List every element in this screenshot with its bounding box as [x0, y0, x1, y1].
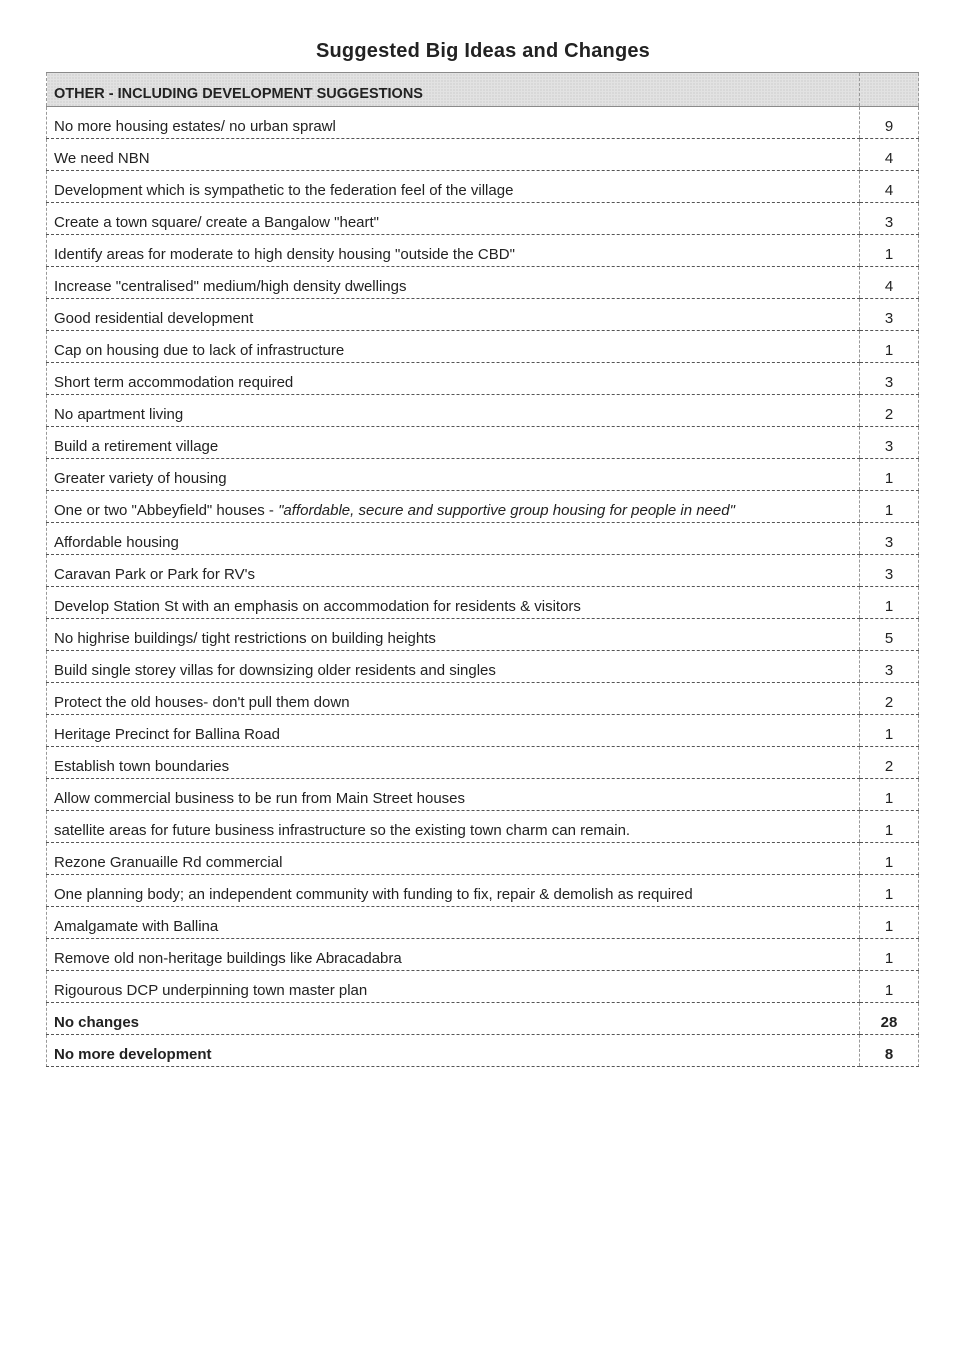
table-header-row — [47, 73, 919, 107]
suggestion-cell — [47, 555, 860, 587]
count-cell: 3 — [860, 299, 919, 331]
count-cell: 1 — [860, 907, 919, 939]
table-row — [47, 363, 919, 395]
suggestion-text: We need NBN — [54, 150, 150, 167]
table-row — [47, 555, 919, 587]
suggestion-text: Amalgamate with Ballina — [54, 918, 219, 935]
count-cell: 28 — [860, 1003, 919, 1035]
suggestion-cell — [47, 491, 860, 523]
suggestion-cell — [47, 1003, 860, 1035]
suggestion-text: One planning body; an independent community with funding to fix, repair & demolish as required — [54, 886, 693, 903]
suggestion-text: Heritage Precinct for Ballina Road — [54, 726, 280, 743]
suggestion-text: Build single storey villas for downsizing older residents and singles — [54, 662, 496, 679]
header-count-cell — [860, 73, 919, 107]
suggestion-cell — [47, 619, 860, 651]
table-row — [47, 491, 919, 523]
suggestion-cell — [47, 811, 860, 843]
suggestion-text: No changes — [54, 1014, 140, 1031]
count-cell: 8 — [860, 1035, 919, 1067]
suggestion-text: Affordable housing — [54, 534, 179, 551]
suggestion-cell — [47, 235, 860, 267]
count-cell: 2 — [860, 747, 919, 779]
table-row — [47, 171, 919, 203]
table-row — [47, 619, 919, 651]
section-heading: OTHER - INCLUDING DEVELOPMENT SUGGESTIONS — [47, 73, 860, 107]
table-row — [47, 683, 919, 715]
table-row — [47, 139, 919, 171]
table-row — [47, 651, 919, 683]
count-cell: 1 — [860, 491, 919, 523]
count-cell: 1 — [860, 779, 919, 811]
suggestion-text: Cap on housing due to lack of infrastructure — [54, 342, 345, 359]
table-row — [47, 523, 919, 555]
suggestion-cell — [47, 427, 860, 459]
suggestion-cell — [47, 651, 860, 683]
suggestion-cell — [47, 171, 860, 203]
suggestion-cell — [47, 523, 860, 555]
table-row — [47, 203, 919, 235]
count-cell: 3 — [860, 651, 919, 683]
suggestion-cell — [47, 971, 860, 1003]
count-cell: 1 — [860, 331, 919, 363]
table-row — [47, 267, 919, 299]
table-row — [47, 939, 919, 971]
suggestion-text: Rigourous DCP underpinning town master plan — [54, 982, 368, 999]
count-cell: 3 — [860, 203, 919, 235]
suggestion-cell — [47, 299, 860, 331]
suggestion-text: No apartment living — [54, 406, 184, 423]
table-row — [47, 299, 919, 331]
table-row — [47, 331, 919, 363]
table-row — [47, 587, 919, 619]
suggestion-text: Short term accommodation required — [54, 374, 294, 391]
table-row — [47, 427, 919, 459]
suggestion-cell — [47, 395, 860, 427]
suggestion-text: Protect the old houses- don't pull them down — [54, 694, 350, 711]
count-cell: 3 — [860, 427, 919, 459]
count-cell: 1 — [860, 587, 919, 619]
suggestion-cell — [47, 139, 860, 171]
count-cell: 3 — [860, 523, 919, 555]
suggestion-text: Identify areas for moderate to high density housing "outside the CBD" — [54, 246, 515, 263]
table-row — [47, 107, 919, 139]
table-row — [47, 875, 919, 907]
table-row — [47, 1003, 919, 1035]
suggestion-cell — [47, 843, 860, 875]
suggestion-text: Create a town square/ create a Bangalow "heart" — [54, 214, 380, 231]
suggestion-cell — [47, 459, 860, 491]
suggestion-cell — [47, 779, 860, 811]
count-cell: 2 — [860, 683, 919, 715]
suggestion-cell — [47, 715, 860, 747]
suggestion-text: Establish town boundaries — [54, 758, 230, 775]
suggestion-text: Good residential development — [54, 310, 254, 327]
suggestion-cell — [47, 939, 860, 971]
count-cell: 1 — [860, 715, 919, 747]
suggestion-text: No highrise buildings/ tight restrictions on building heights — [54, 630, 436, 647]
count-cell: 1 — [860, 235, 919, 267]
suggestion-text: Allow commercial business to be run from Main Street houses — [54, 790, 466, 807]
table-row — [47, 395, 919, 427]
table-row — [47, 811, 919, 843]
suggestions-table — [46, 72, 919, 1067]
suggestion-text: Build a retirement village — [54, 438, 219, 455]
count-cell: 1 — [860, 939, 919, 971]
table-row — [47, 747, 919, 779]
page-title: Suggested Big Ideas and Changes — [315, 40, 651, 62]
suggestion-text: Development which is sympathetic to the federation feel of the village — [54, 182, 514, 199]
count-cell: 9 — [860, 107, 919, 139]
suggestion-cell — [47, 363, 860, 395]
table-row — [47, 907, 919, 939]
table-row — [47, 779, 919, 811]
count-cell: 5 — [860, 619, 919, 651]
suggestion-cell — [47, 587, 860, 619]
suggestion-text: Rezone Granuaille Rd commercial — [54, 854, 283, 871]
table-row — [47, 235, 919, 267]
suggestion-text: No more housing estates/ no urban sprawl — [54, 118, 336, 135]
count-cell: 4 — [860, 171, 919, 203]
suggestion-cell — [47, 875, 860, 907]
suggestion-text: Greater variety of housing — [54, 470, 227, 487]
suggestion-cell — [47, 331, 860, 363]
count-cell: 1 — [860, 459, 919, 491]
suggestion-text: Remove old non-heritage buildings like Abracadabra — [54, 950, 402, 967]
suggestion-cell — [47, 907, 860, 939]
table-row — [47, 971, 919, 1003]
suggestion-cell — [47, 107, 860, 139]
suggestion-text: No more development — [54, 1046, 212, 1063]
suggestion-text: Develop Station St with an emphasis on accommodation for residents & visitors — [54, 598, 581, 615]
count-cell: 1 — [860, 843, 919, 875]
suggestion-cell — [47, 683, 860, 715]
count-cell: 1 — [860, 811, 919, 843]
count-cell: 1 — [860, 971, 919, 1003]
count-cell: 1 — [860, 875, 919, 907]
table-row — [47, 843, 919, 875]
suggestion-cell — [47, 267, 860, 299]
suggestion-cell — [47, 1035, 860, 1067]
suggestion-text: Caravan Park or Park for RV's — [54, 566, 255, 583]
count-cell: 3 — [860, 555, 919, 587]
table-row — [47, 715, 919, 747]
count-cell: 4 — [860, 267, 919, 299]
count-cell: 3 — [860, 363, 919, 395]
suggestion-text: Increase "centralised" medium/high density dwellings — [54, 278, 407, 295]
table-row — [47, 459, 919, 491]
count-cell: 4 — [860, 139, 919, 171]
suggestion-cell — [47, 203, 860, 235]
suggestion-note: "affordable, secure and supportive group housing for people in need" — [278, 502, 735, 519]
suggestion-text: satellite areas for future business infrastructure so the existing town charm can remain. — [54, 822, 631, 839]
suggestion-text: One or two "Abbeyfield" houses - — [54, 502, 279, 519]
suggestion-cell — [47, 747, 860, 779]
count-cell: 2 — [860, 395, 919, 427]
table-row — [47, 1035, 919, 1067]
